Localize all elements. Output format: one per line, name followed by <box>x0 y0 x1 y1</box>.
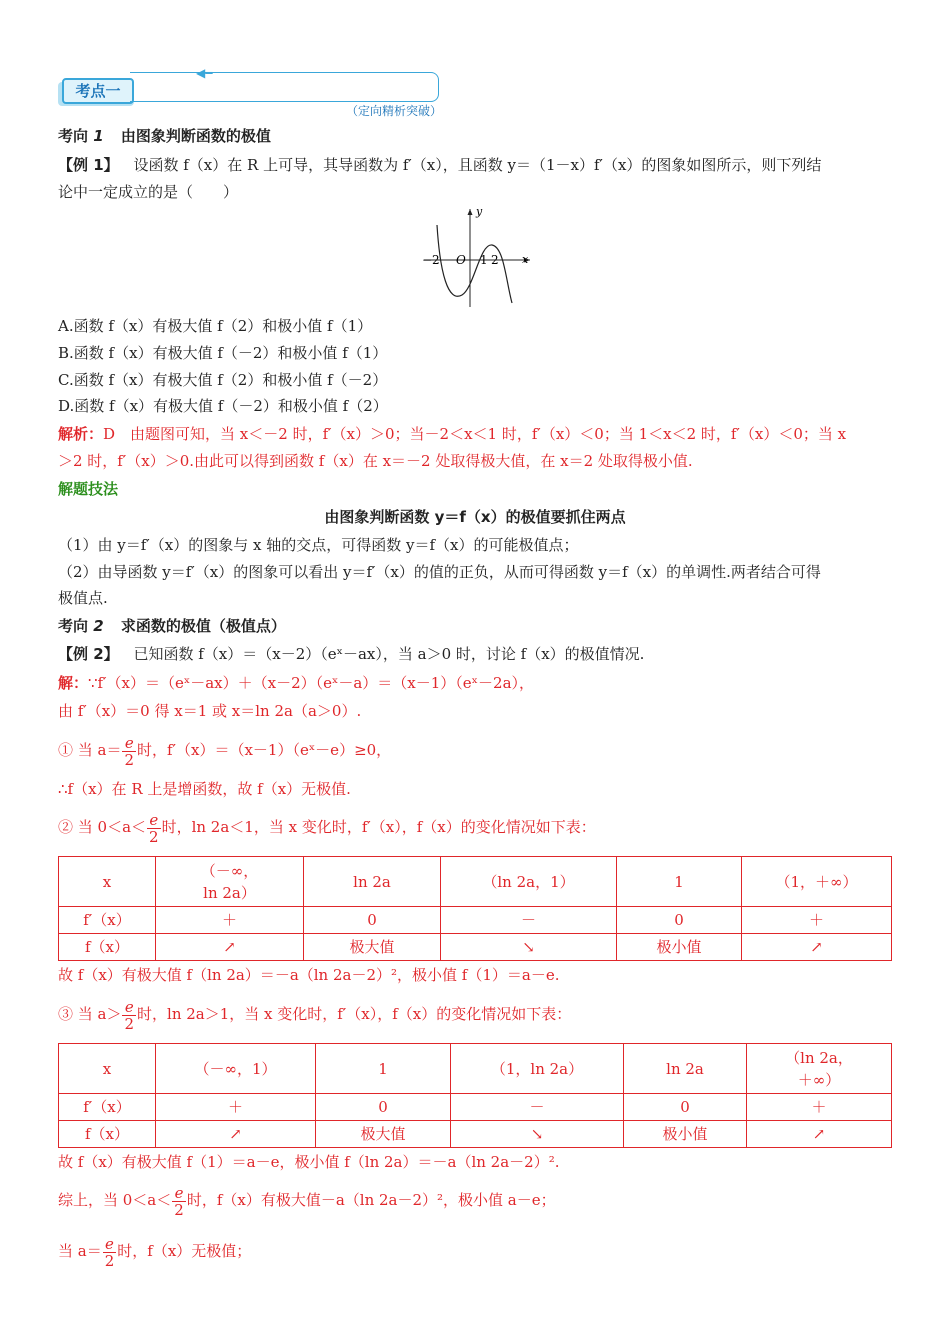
case2-pre: ② 当 0＜a＜ <box>58 818 147 836</box>
case2 <box>58 810 596 845</box>
tick-2: 2 <box>491 253 499 267</box>
table1-header-row <box>59 857 892 907</box>
y-axis-arrow-icon <box>468 209 473 215</box>
frac-num: e <box>122 999 136 1016</box>
table2-cell <box>747 1044 892 1094</box>
case1-conclusion: ∴f（x）在 R 上是增函数，故 f（x）无极值. <box>58 780 351 798</box>
analysis-label: 解析： <box>58 425 104 443</box>
table2-cell: ↗ <box>156 1121 316 1148</box>
table2-cell: 0 <box>316 1094 451 1121</box>
fraction-e-over-2 <box>122 735 136 768</box>
table1-f-row <box>59 934 892 961</box>
q1-stem-line2: 论中一定成立的是（ ） <box>58 183 239 201</box>
frac-num: e <box>147 812 161 829</box>
table2-cell: ↗ <box>747 1121 892 1148</box>
fraction-e-over-2 <box>103 1236 117 1269</box>
table1-cell: 0 <box>304 907 441 934</box>
y-label: y <box>476 205 483 218</box>
option-d: D.函数 f（x）有极大值 f（－2）和极小值 f（2） <box>58 397 388 415</box>
method-label: 解题技法 <box>58 480 119 498</box>
table1-cell: （1，＋∞） <box>742 857 892 907</box>
table1-cell: ＋ <box>742 907 892 934</box>
table2-cell: ln 2a <box>624 1044 747 1094</box>
table1-cell: 极小值 <box>617 934 742 961</box>
table2-cell: ↘ <box>451 1121 624 1148</box>
method-point2-line2: 极值点. <box>58 589 108 607</box>
q1-heading <box>58 124 271 148</box>
table1-cell-line2: ln 2a） <box>203 883 256 902</box>
summary1-pre: 综上，当 0＜a＜ <box>58 1191 172 1209</box>
q1-example-label: 【例 1】 <box>58 156 119 174</box>
table1-cell: ln 2a <box>304 857 441 907</box>
table2-cell: 极大值 <box>316 1121 451 1148</box>
table2-cell-line1: （ln 2a， <box>785 1048 853 1067</box>
frac-den: 2 <box>124 750 135 769</box>
origin-label: O <box>456 253 466 267</box>
q1-stem-text1: 设函数 f（x）在 R 上可导，其导函数为 f′（x），且函数 y＝（1－x）f′（x）的图象如图所示，则下列结 <box>133 156 822 174</box>
table1-cell: ↗ <box>742 934 892 961</box>
q1-heading-title: 由图象判断函数的极值 <box>120 127 271 145</box>
analysis-text1: D 由题图可知，当 x＜－2 时，f′（x）＞0；当－2＜x＜1 时，f′（x）＜0；当 1＜x＜2 时，f′（x）＜0；当 x <box>103 425 847 443</box>
variation-table-1 <box>58 856 892 961</box>
q1-stem-line1 <box>58 153 821 177</box>
frac-den: 2 <box>104 1251 115 1270</box>
frac-den: 2 <box>149 827 159 846</box>
table2-f-row <box>59 1121 892 1148</box>
summary1 <box>58 1183 556 1218</box>
frac-num: e <box>172 1185 186 1202</box>
q2-heading-num: 2 <box>93 617 104 635</box>
case1-post: 时，f′（x）＝（x－1）（eˣ－e）≥0， <box>137 741 392 759</box>
table2-cell: ＋ <box>156 1094 316 1121</box>
q2-sol-text1: ∵f′（x）＝（eˣ－ax）＋（x－2）（eˣ－a）＝（x－1）（eˣ－2a）， <box>88 674 535 692</box>
case3-post: 时，ln 2a＞1，当 x 变化时，f′（x），f（x）的变化情况如下表： <box>137 1005 572 1023</box>
table2-cell: ＋ <box>747 1094 892 1121</box>
table1-cell: ＋ <box>156 907 304 934</box>
option-b: B.函数 f（x）有极大值 f（－2）和极小值 f（1） <box>58 344 388 362</box>
table2-cell-line2: ＋∞） <box>797 1070 841 1089</box>
frac-den: 2 <box>174 1200 184 1219</box>
fraction-e-over-2 <box>172 1185 186 1218</box>
table1-cell: x <box>59 857 156 907</box>
header-frame <box>130 72 439 102</box>
table2-fprime-row <box>59 1094 892 1121</box>
case2-post: 时，ln 2a＜1，当 x 变化时，f′（x），f（x）的变化情况如下表： <box>161 818 596 836</box>
table2-cell: （1，ln 2a） <box>451 1044 624 1094</box>
table2-cell: 0 <box>624 1094 747 1121</box>
case3 <box>58 997 571 1032</box>
q1-heading-prefix: 考向 <box>58 127 89 145</box>
frac-num: e <box>122 735 136 752</box>
variation-table-2 <box>58 1043 892 1148</box>
header-subtitle: （定向精析突破） <box>346 104 443 118</box>
table1-cell <box>156 857 304 907</box>
frac-num: e <box>103 1236 117 1253</box>
tick-neg2: −2 <box>422 253 440 267</box>
summary2 <box>58 1234 251 1269</box>
table1-cell: 1 <box>617 857 742 907</box>
table1-cell: f′（x） <box>59 907 156 934</box>
fraction-e-over-2 <box>147 812 161 845</box>
table1-cell-line1: （－∞， <box>200 861 259 880</box>
method-point2-line1: （2）由导函数 y＝f′（x）的图象可以看出 y＝f′（x）的值的正负，从而可得函数 y＝f（x）的单调性.两者结合可得 <box>58 563 821 581</box>
frac-den: 2 <box>124 1014 135 1033</box>
q2-stem <box>58 642 644 666</box>
table2-header-row <box>59 1044 892 1094</box>
tick-1: 1 <box>480 253 488 267</box>
q2-stem-text: 已知函数 f（x）＝（x－2）（eˣ－ax），当 a＞0 时，讨论 f（x）的极值情况. <box>133 645 645 663</box>
q2-heading <box>58 614 286 638</box>
summary2-post: 时，f（x）无极值； <box>117 1242 252 1260</box>
q1-heading-num: 1 <box>93 127 104 145</box>
case3-pre: ③ 当 a＞ <box>58 1005 122 1023</box>
analysis-line2: ＞2 时，f′（x）＞0.由此可以得到函数 f（x）在 x＝－2 处取得极大值，在 x＝2 处取得极小值. <box>58 452 693 470</box>
table2-cell: x <box>59 1044 156 1094</box>
summary2-pre: 当 a＝ <box>58 1242 102 1260</box>
section-badge: 考点一 <box>62 78 134 104</box>
table2-cell: 极小值 <box>624 1121 747 1148</box>
q2-sol-label: 解： <box>58 674 89 692</box>
option-c: C.函数 f（x）有极大值 f（2）和极小值 f（－2） <box>58 371 388 389</box>
table1-cell: ↗ <box>156 934 304 961</box>
q2-sol-line1 <box>58 671 534 695</box>
curve <box>437 225 512 303</box>
table2-cell: （－∞，1） <box>156 1044 316 1094</box>
table1-cell: 极大值 <box>304 934 441 961</box>
table1-cell: f（x） <box>59 934 156 961</box>
table1-cell: （ln 2a，1） <box>441 857 617 907</box>
table2-cell: f′（x） <box>59 1094 156 1121</box>
summary1-post: 时，f（x）有极大值－a（ln 2a－2）²，极小值 a－e； <box>186 1191 556 1209</box>
fraction-e-over-2 <box>122 999 136 1032</box>
case1-pre: ① 当 a＝ <box>58 741 122 759</box>
method-point1: （1）由 y＝f′（x）的图象与 x 轴的交点，可得函数 y＝f（x）的可能极值点； <box>58 536 579 554</box>
case1 <box>58 733 391 768</box>
derivative-graph <box>418 203 538 311</box>
option-a: A.函数 f（x）有极大值 f（2）和极小值 f（1） <box>58 317 373 335</box>
table1-cell: － <box>441 907 617 934</box>
case3-conclusion: 故 f（x）有极大值 f（1）＝a－e，极小值 f（ln 2a）＝－a（ln 2a－2）². <box>58 1153 560 1171</box>
table2-cell: － <box>451 1094 624 1121</box>
arrow-left-icon: ◀━ <box>196 66 213 80</box>
table1-cell: 0 <box>617 907 742 934</box>
q2-heading-title: 求函数的极值（极值点） <box>120 617 286 635</box>
case2-conclusion: 故 f（x）有极大值 f（ln 2a）＝－a（ln 2a－2）²，极小值 f（1）＝a－e. <box>58 966 560 984</box>
method-title: 由图象判断函数 y＝f（x）的极值要抓住两点 <box>324 508 626 526</box>
table1-cell: ↘ <box>441 934 617 961</box>
analysis-line1 <box>58 422 846 446</box>
x-label: x <box>522 253 529 266</box>
table2-cell: 1 <box>316 1044 451 1094</box>
q2-sol-line2: 由 f′（x）＝0 得 x＝1 或 x＝ln 2a（a＞0）. <box>58 702 362 720</box>
table2-cell: f（x） <box>59 1121 156 1148</box>
table1-fprime-row <box>59 907 892 934</box>
q2-example-label: 【例 2】 <box>58 645 119 663</box>
q2-heading-prefix: 考向 <box>58 617 89 635</box>
